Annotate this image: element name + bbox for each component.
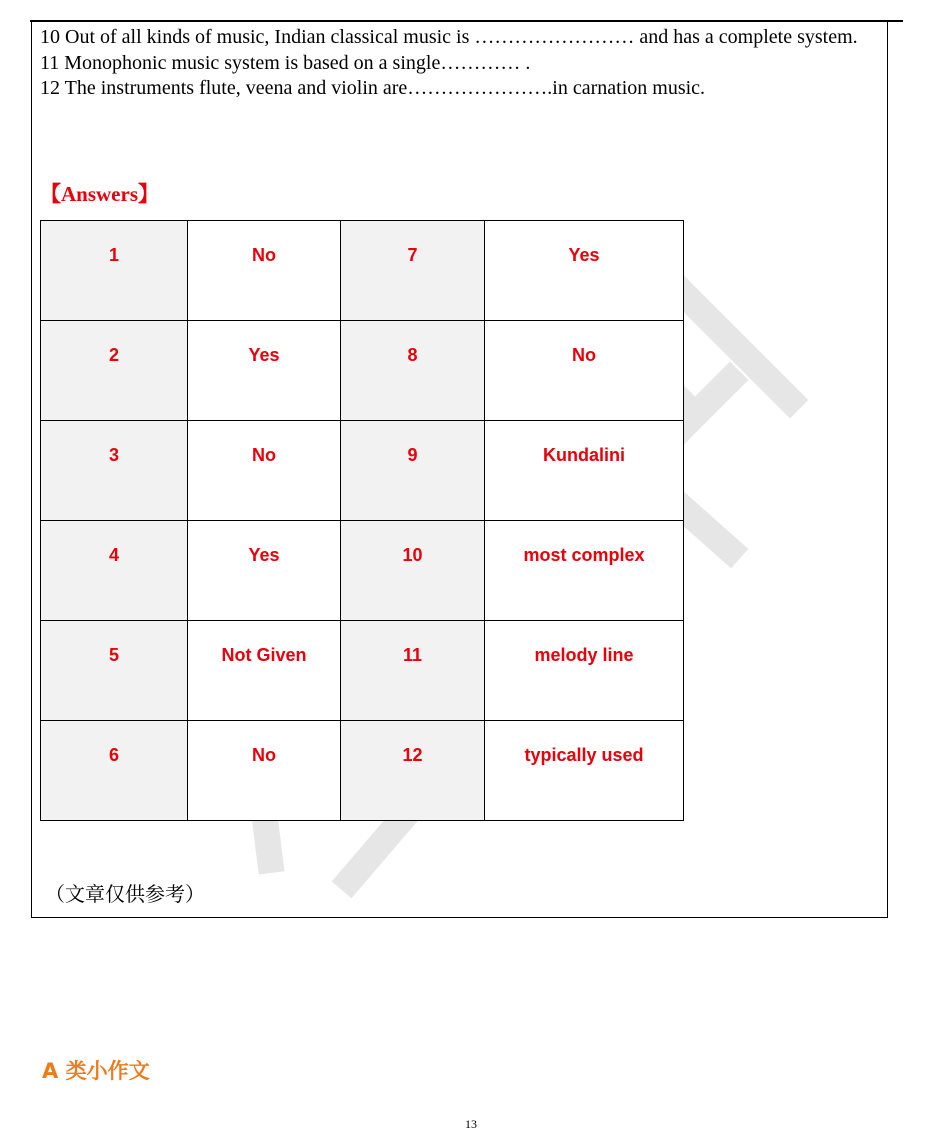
cell-text: 4 — [108, 545, 119, 565]
question-12: 12 The instruments flute, veena and violin are………………….in carnation music. — [40, 77, 706, 99]
cell-text: 9 — [407, 445, 418, 465]
cell-text: 6 — [108, 745, 119, 765]
answer-cell — [188, 221, 341, 321]
cell-text: 8 — [407, 345, 418, 365]
question-number-cell — [41, 421, 188, 521]
cell-text: No — [252, 245, 276, 265]
question-number-cell — [341, 721, 485, 821]
table-row — [41, 421, 684, 521]
question-number-cell — [341, 321, 485, 421]
table-row — [41, 621, 684, 721]
cell-text: No — [252, 445, 276, 465]
cell-text: 1 — [108, 245, 119, 265]
answers-table — [40, 220, 684, 821]
question-10: 10 Out of all kinds of music, Indian classical music is …………………… and has a complete system. — [40, 26, 858, 48]
cell-text: Not Given — [221, 645, 307, 665]
cell-text: 7 — [407, 245, 418, 265]
table-row — [41, 221, 684, 321]
table-row — [41, 321, 684, 421]
cell-text: 5 — [108, 645, 119, 665]
reference-note: （文章仅供参考） — [45, 882, 205, 906]
cell-text: No — [572, 345, 596, 365]
answer-cell — [188, 721, 341, 821]
question-number-cell — [341, 421, 485, 521]
question-number-cell — [41, 721, 188, 821]
answer-cell — [188, 421, 341, 521]
question-11: 11 Monophonic music system is based on a single………… . — [40, 51, 531, 74]
answer-cell — [188, 521, 341, 621]
answer-cell — [485, 521, 684, 621]
question-number-cell — [341, 621, 485, 721]
answers-heading: 【Answers】 — [40, 182, 159, 206]
cell-text: Yes — [248, 545, 280, 565]
page-number: 13 — [465, 1117, 477, 1131]
table-row — [41, 721, 684, 821]
question-number-cell — [341, 221, 485, 321]
cell-text: melody line — [534, 645, 634, 665]
question-number-cell — [41, 621, 188, 721]
cell-text: Yes — [248, 345, 280, 365]
questions-block — [40, 25, 880, 102]
answer-cell — [485, 621, 684, 721]
cell-text: 10 — [402, 545, 423, 565]
question-number-cell — [41, 321, 188, 421]
table-row — [41, 521, 684, 621]
answer-cell — [485, 221, 684, 321]
question-number-cell — [341, 521, 485, 621]
answer-cell — [485, 321, 684, 421]
cell-text: 2 — [108, 345, 119, 365]
answer-cell — [485, 721, 684, 821]
cell-text: most complex — [523, 545, 645, 565]
cell-text: typically used — [524, 745, 644, 765]
cell-text: Kundalini — [543, 445, 625, 465]
cell-text: 12 — [402, 745, 423, 765]
answer-cell — [485, 421, 684, 521]
question-number-cell — [41, 521, 188, 621]
cell-text: 3 — [108, 445, 119, 465]
answer-cell — [188, 621, 341, 721]
cell-text: Yes — [568, 245, 600, 265]
answer-cell — [188, 321, 341, 421]
cell-text: 11 — [402, 645, 423, 665]
section-title: A 类小作文 — [42, 1059, 150, 1083]
question-number-cell — [41, 221, 188, 321]
cell-text: No — [252, 745, 276, 765]
